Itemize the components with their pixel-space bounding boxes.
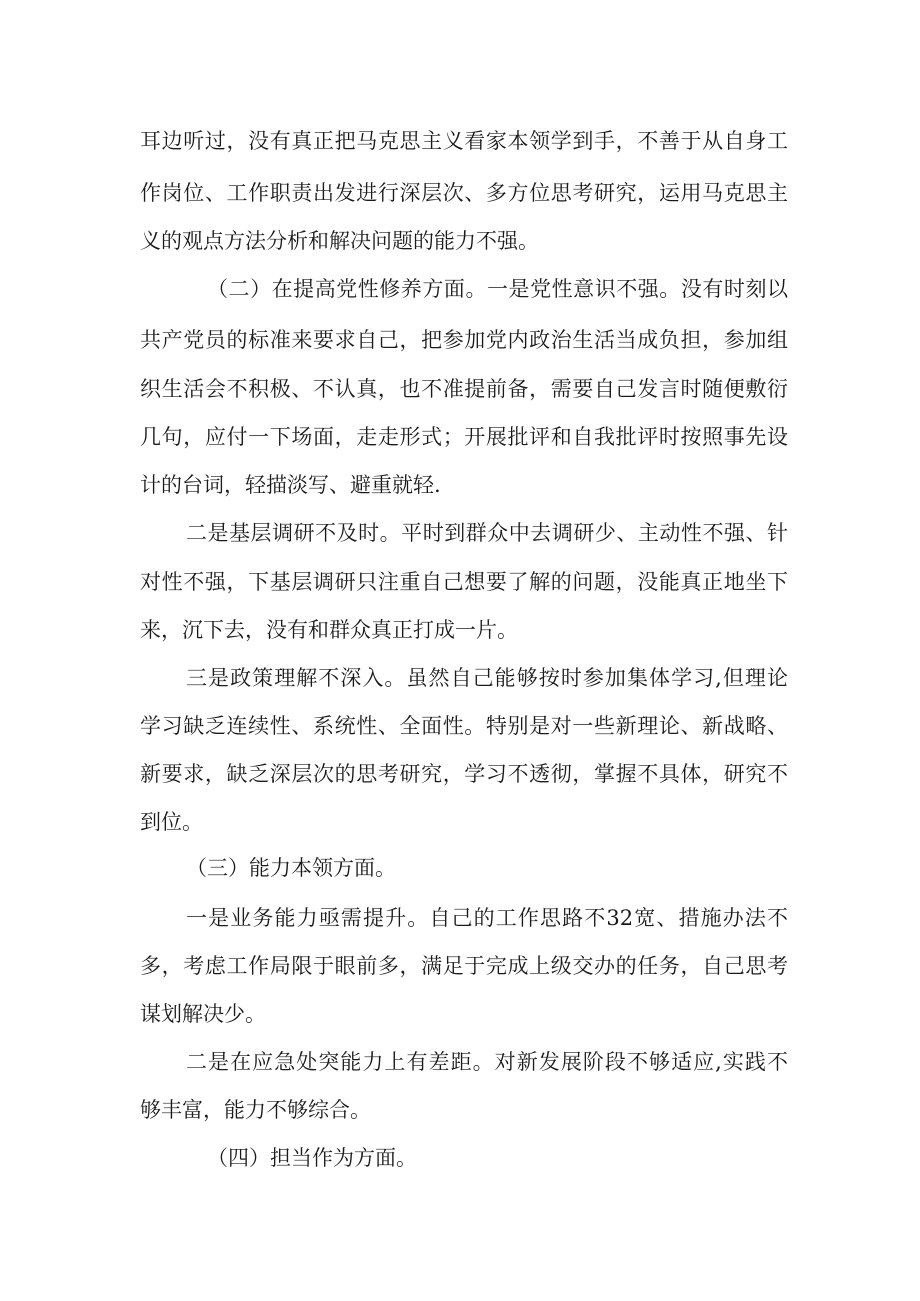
paragraph-line: 学习缺乏连续性、系统性、全面性。特别是对一些新理论、新战略、 bbox=[140, 714, 788, 738]
paragraph-line: 新要求，缺乏深层次的思考研究，学习不透彻，掌握不具体，研究不 bbox=[140, 762, 788, 786]
paragraph-line: 来，沉下去，没有和群众真正打成一片。 bbox=[140, 618, 518, 642]
paragraph-line: 三是政策理解不深入。虽然自己能够按时参加集体学习,但理论 bbox=[186, 666, 788, 690]
paragraph-line: 对性不强，下基层调研只注重自己想要了解的问题，没能真正地坐下 bbox=[140, 570, 788, 594]
paragraph-line: 织生活会不积极、不认真，也不准提前备，需要自己发言时随便敷衍 bbox=[140, 377, 788, 401]
paragraph-line: 够丰富，能力不够综合。 bbox=[140, 1098, 371, 1122]
paragraph-line: 多，考虑工作局限于眼前多，满足于完成上级交办的任务，自己思考 bbox=[140, 954, 788, 978]
section-heading-line: （四）担当作为方面。 bbox=[207, 1146, 417, 1170]
paragraph-line: 一是业务能力亟需提升。自己的工作思路不32宽、措施办法不 bbox=[186, 906, 788, 930]
paragraph-line: 谋划解决少。 bbox=[140, 1002, 266, 1026]
paragraph-line: 到位。 bbox=[140, 810, 203, 834]
paragraph-line: 共产党员的标准来要求自己，把参加党内政治生活当成负担，参加组 bbox=[140, 328, 788, 352]
paragraph-line: 作岗位、工作职责出发进行深层次、多方位思考研究，运用马克思主 bbox=[140, 181, 788, 205]
paragraph-line: 二是在应急处突能力上有差距。对新发展阶段不够适应,实践不 bbox=[186, 1050, 788, 1074]
paragraph-line: 计的台词，轻描淡写、避重就轻. bbox=[140, 473, 441, 497]
section-heading-line: （二）在提高党性修养方面。一是党性意识不强。没有时刻以 bbox=[207, 277, 788, 301]
paragraph-line: 耳边听过，没有真正把马克思主义看家本领学到手，不善于从自身工 bbox=[140, 129, 788, 153]
paragraph-line: 二是基层调研不及时。平时到群众中去调研少、主动性不强、针 bbox=[186, 521, 788, 545]
section-heading-line: （三）能力本领方面。 bbox=[186, 856, 396, 880]
paragraph-line: 几句，应付一下场面，走走形式；开展批评和自我批评时按照事先设 bbox=[140, 425, 788, 449]
paragraph-line: 义的观点方法分析和解决问题的能力不强。 bbox=[140, 229, 539, 253]
